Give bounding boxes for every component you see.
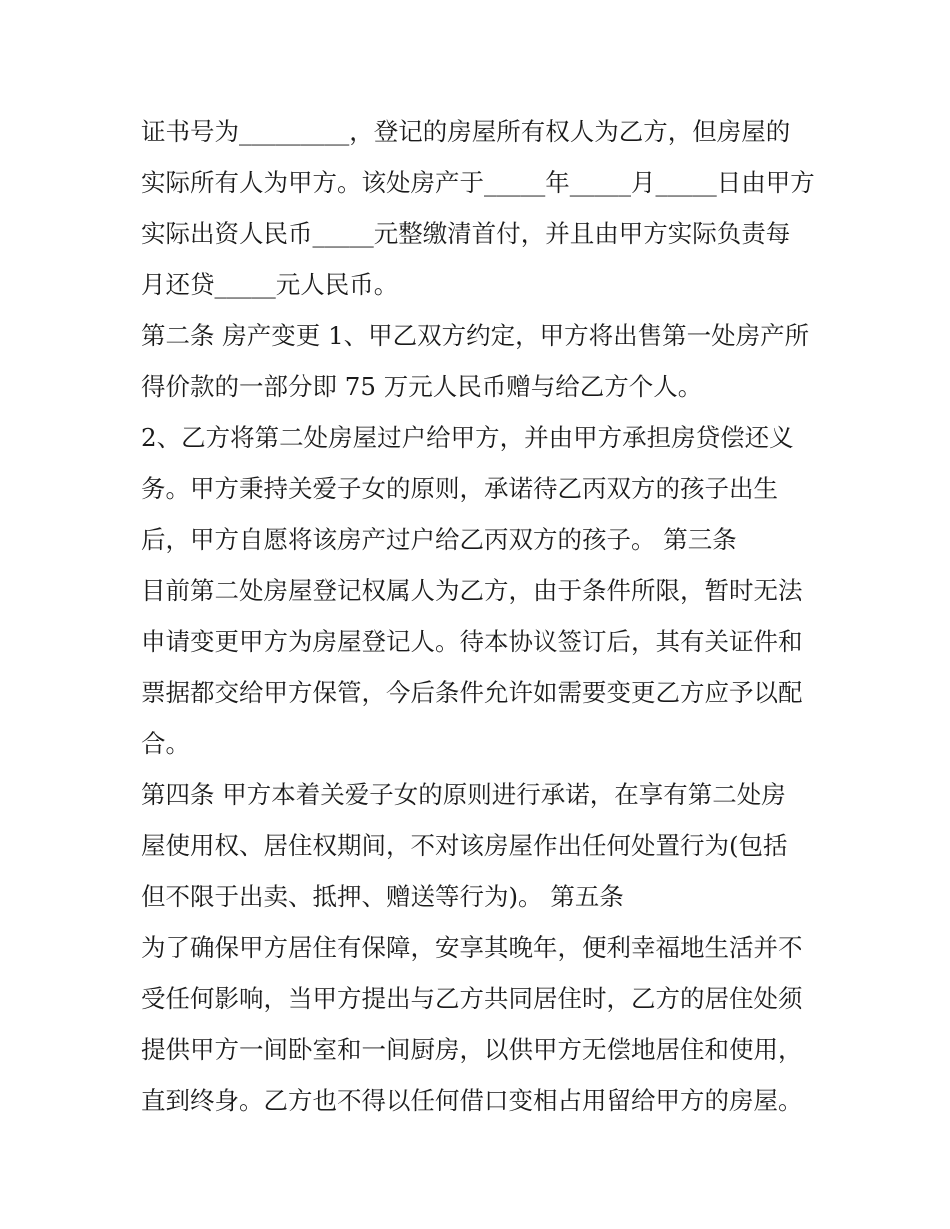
- text-line: 月还贷_____元人民币。: [141, 270, 399, 299]
- text-line: 实际出资人民币_____元整缴清首付，并且由甲方实际负责每: [141, 219, 791, 248]
- text-line: 受任何影响，当甲方提出与乙方共同居住时，乙方的居住处须: [141, 984, 803, 1013]
- text-line: 申请变更甲方为房屋登记人。待本协议签订后，其有关证件和: [141, 627, 803, 656]
- text-line: 第四条 甲方本着关爱子女的原则进行承诺，在享有第二处房: [141, 780, 786, 809]
- text-line: 务。甲方秉持关爱子女的原则，承诺待乙丙双方的孩子出生: [141, 474, 778, 503]
- text-line: 证书号为_________，登记的房屋所有权人为乙方，但房屋的: [141, 117, 791, 146]
- text-line: 合。: [141, 729, 190, 758]
- text-line: 目前第二处房屋登记权属人为乙方，由于条件所限，暂时无法: [141, 576, 803, 605]
- text-line: 但不限于出卖、抵押、赠送等行为)。 第五条: [141, 882, 624, 911]
- text-line: 为了确保甲方居住有保障，安享其晚年，便利幸福地生活并不: [141, 933, 803, 962]
- text-line: 得价款的一部分即 75 万元人民币赠与给乙方个人。: [141, 372, 703, 401]
- text-line: 屋使用权、居住权期间，不对该房屋作出任何处置行为(包括: [141, 831, 788, 860]
- text-line: 提供甲方一间卧室和一间厨房，以供甲方无偿地居住和使用，: [141, 1035, 803, 1064]
- text-line: 直到终身。乙方也不得以任何借口变相占用留给甲方的房屋。: [141, 1086, 803, 1115]
- text-line: 后，甲方自愿将该房产过户给乙丙双方的孩子。 第三条: [141, 525, 737, 554]
- document-body: [141, 106, 841, 1126]
- text-line: 票据都交给甲方保管，今后条件允许如需要变更乙方应予以配: [141, 678, 803, 707]
- text-line: 第二条 房产变更 1、甲乙双方约定，甲方将出售第一处房产所: [141, 321, 810, 350]
- text-line: 实际所有人为甲方。该处房产于_____年_____月_____日由甲方: [141, 168, 815, 197]
- text-line: 2、乙方将第二处房屋过户给甲方，并由甲方承担房贷偿还义: [141, 423, 794, 452]
